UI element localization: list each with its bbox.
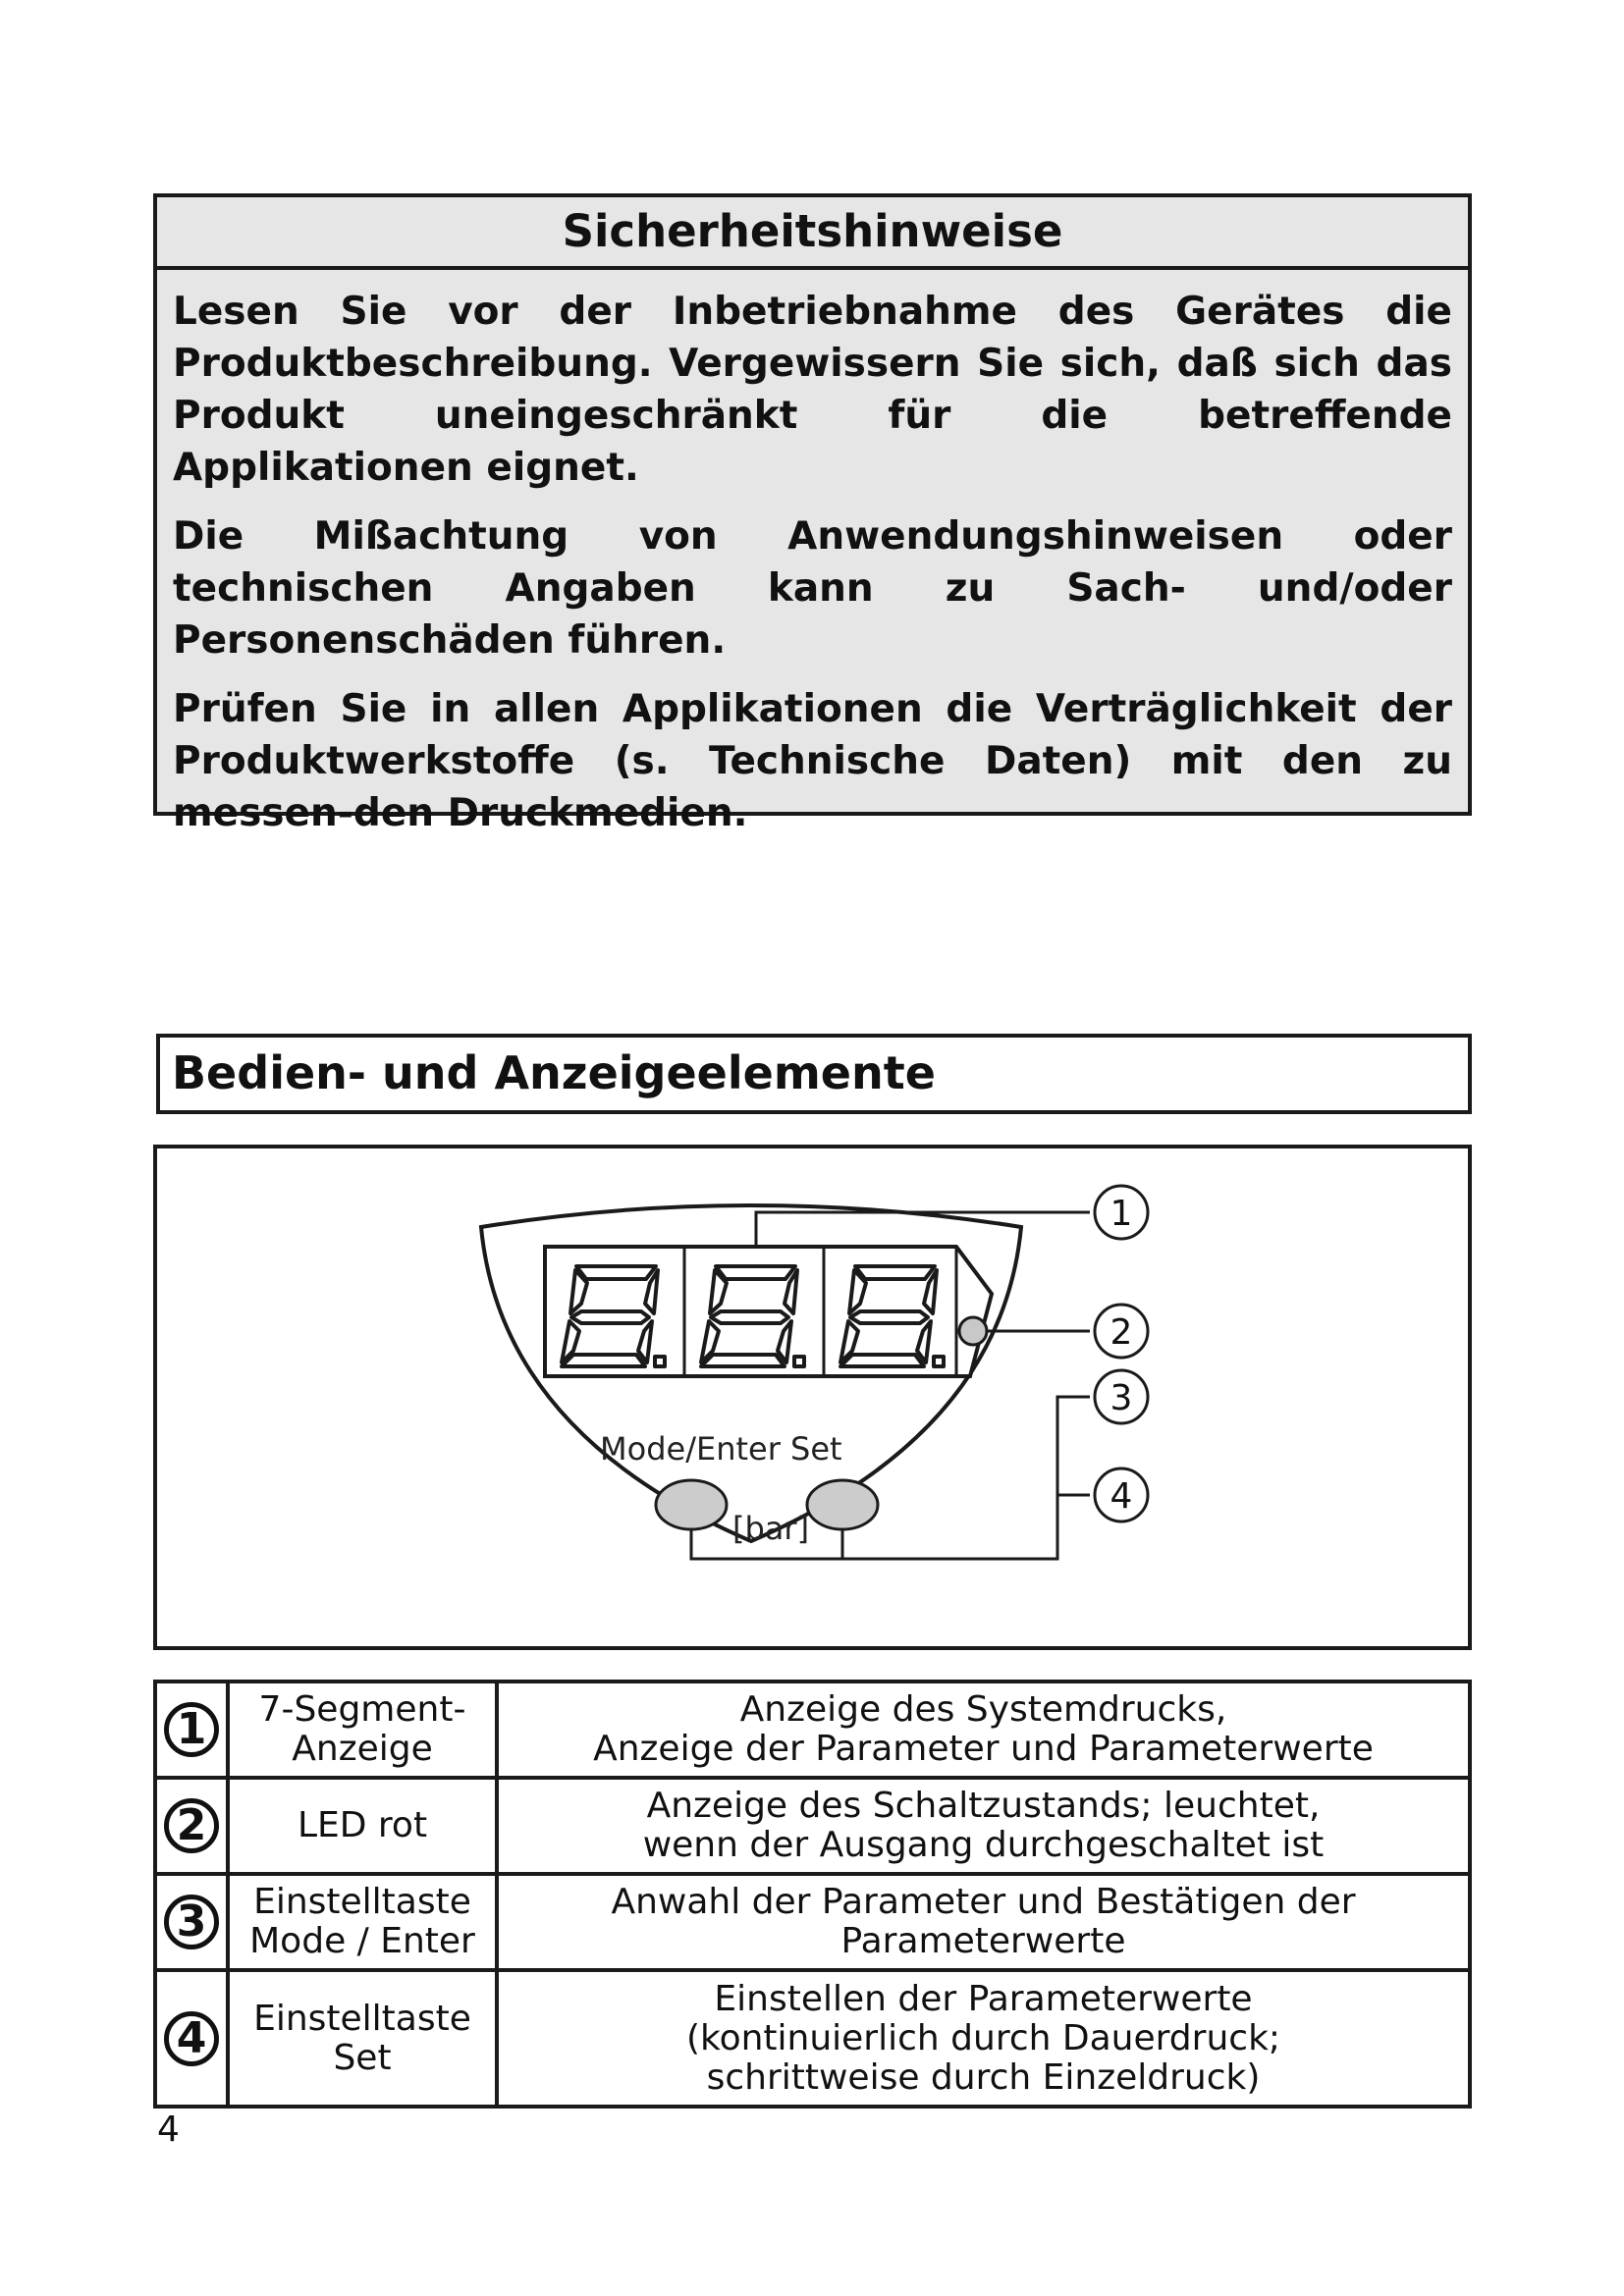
safety-notice-box — [153, 193, 1472, 835]
callout-4 — [1095, 1468, 1148, 1522]
element-name: LED rot — [228, 1778, 497, 1874]
page-number: 4 — [157, 2109, 180, 2150]
element-name: Einstelltaste Mode / Enter — [228, 1874, 497, 1970]
svg-text:4: 4 — [1110, 1476, 1133, 1517]
table-row — [155, 1970, 1470, 2107]
row-number: 1 — [164, 1702, 219, 1757]
device-illustration — [157, 1148, 1468, 1646]
safety-paragraph-1: Lesen Sie vor der Inbetriebnahme des Gerätes die Produktbeschreibung. Vergewissern Sie sich, daß sich das Produkt uneingeschränkt für die betreffende Applikationen eignet. — [173, 290, 1452, 490]
elements-table — [153, 1680, 1472, 2109]
unit-label: [bar] — [732, 1510, 810, 1547]
mode-enter-button — [656, 1480, 727, 1529]
device-figure — [153, 1145, 1472, 1650]
button-label: Mode/Enter Set — [600, 1430, 842, 1468]
safety-paragraph-3: Prüfen Sie in allen Applikationen die Verträglichkeit der Produktwerkstoffe (s. Technische Daten) mit den zu messen-den Druckmedien. — [173, 687, 1452, 835]
element-description: Anwahl der Parameter und Bestätigen der Parameterwerte — [497, 1874, 1470, 1970]
led-red — [959, 1317, 987, 1345]
row-number-cell — [155, 1778, 228, 1874]
svg-text:2: 2 — [1110, 1312, 1133, 1353]
safety-notice-title: Sicherheitshinweise — [157, 197, 1468, 270]
element-description: Anzeige des Systemdrucks, Anzeige der Parameter und Parameterwerte — [497, 1682, 1470, 1778]
row-number-cell — [155, 1970, 228, 2107]
element-name: 7-Segment- Anzeige — [228, 1682, 497, 1778]
row-number: 2 — [164, 1798, 219, 1853]
callout-2 — [1095, 1305, 1148, 1358]
svg-text:1: 1 — [1110, 1194, 1133, 1234]
row-number: 4 — [164, 2011, 219, 2066]
svg-text:3: 3 — [1110, 1378, 1133, 1418]
safety-notice-body — [157, 270, 1468, 839]
callout-1 — [1095, 1186, 1148, 1239]
element-description: Einstellen der Parameterwerte (kontinuierlich durch Dauerdruck; schrittweise durch Einzeldruck) — [497, 1970, 1470, 2107]
set-button — [807, 1480, 878, 1529]
element-name: Einstelltaste Set — [228, 1970, 497, 2107]
section-heading: Bedien- und Anzeigeelemente — [156, 1034, 1472, 1114]
row-number-cell — [155, 1682, 228, 1778]
safety-paragraph-2: Die Mißachtung von Anwendungshinweisen oder technischen Angaben kann zu Sach- und/oder Personenschäden führen. — [173, 514, 1452, 663]
element-description: Anzeige des Schaltzustands; leuchtet, wenn der Ausgang durchgeschaltet ist — [497, 1778, 1470, 1874]
table-row — [155, 1682, 1470, 1778]
callout-3 — [1095, 1370, 1148, 1423]
row-number-cell — [155, 1874, 228, 1970]
table-row — [155, 1874, 1470, 1970]
row-number: 3 — [164, 1895, 219, 1949]
table-row — [155, 1778, 1470, 1874]
